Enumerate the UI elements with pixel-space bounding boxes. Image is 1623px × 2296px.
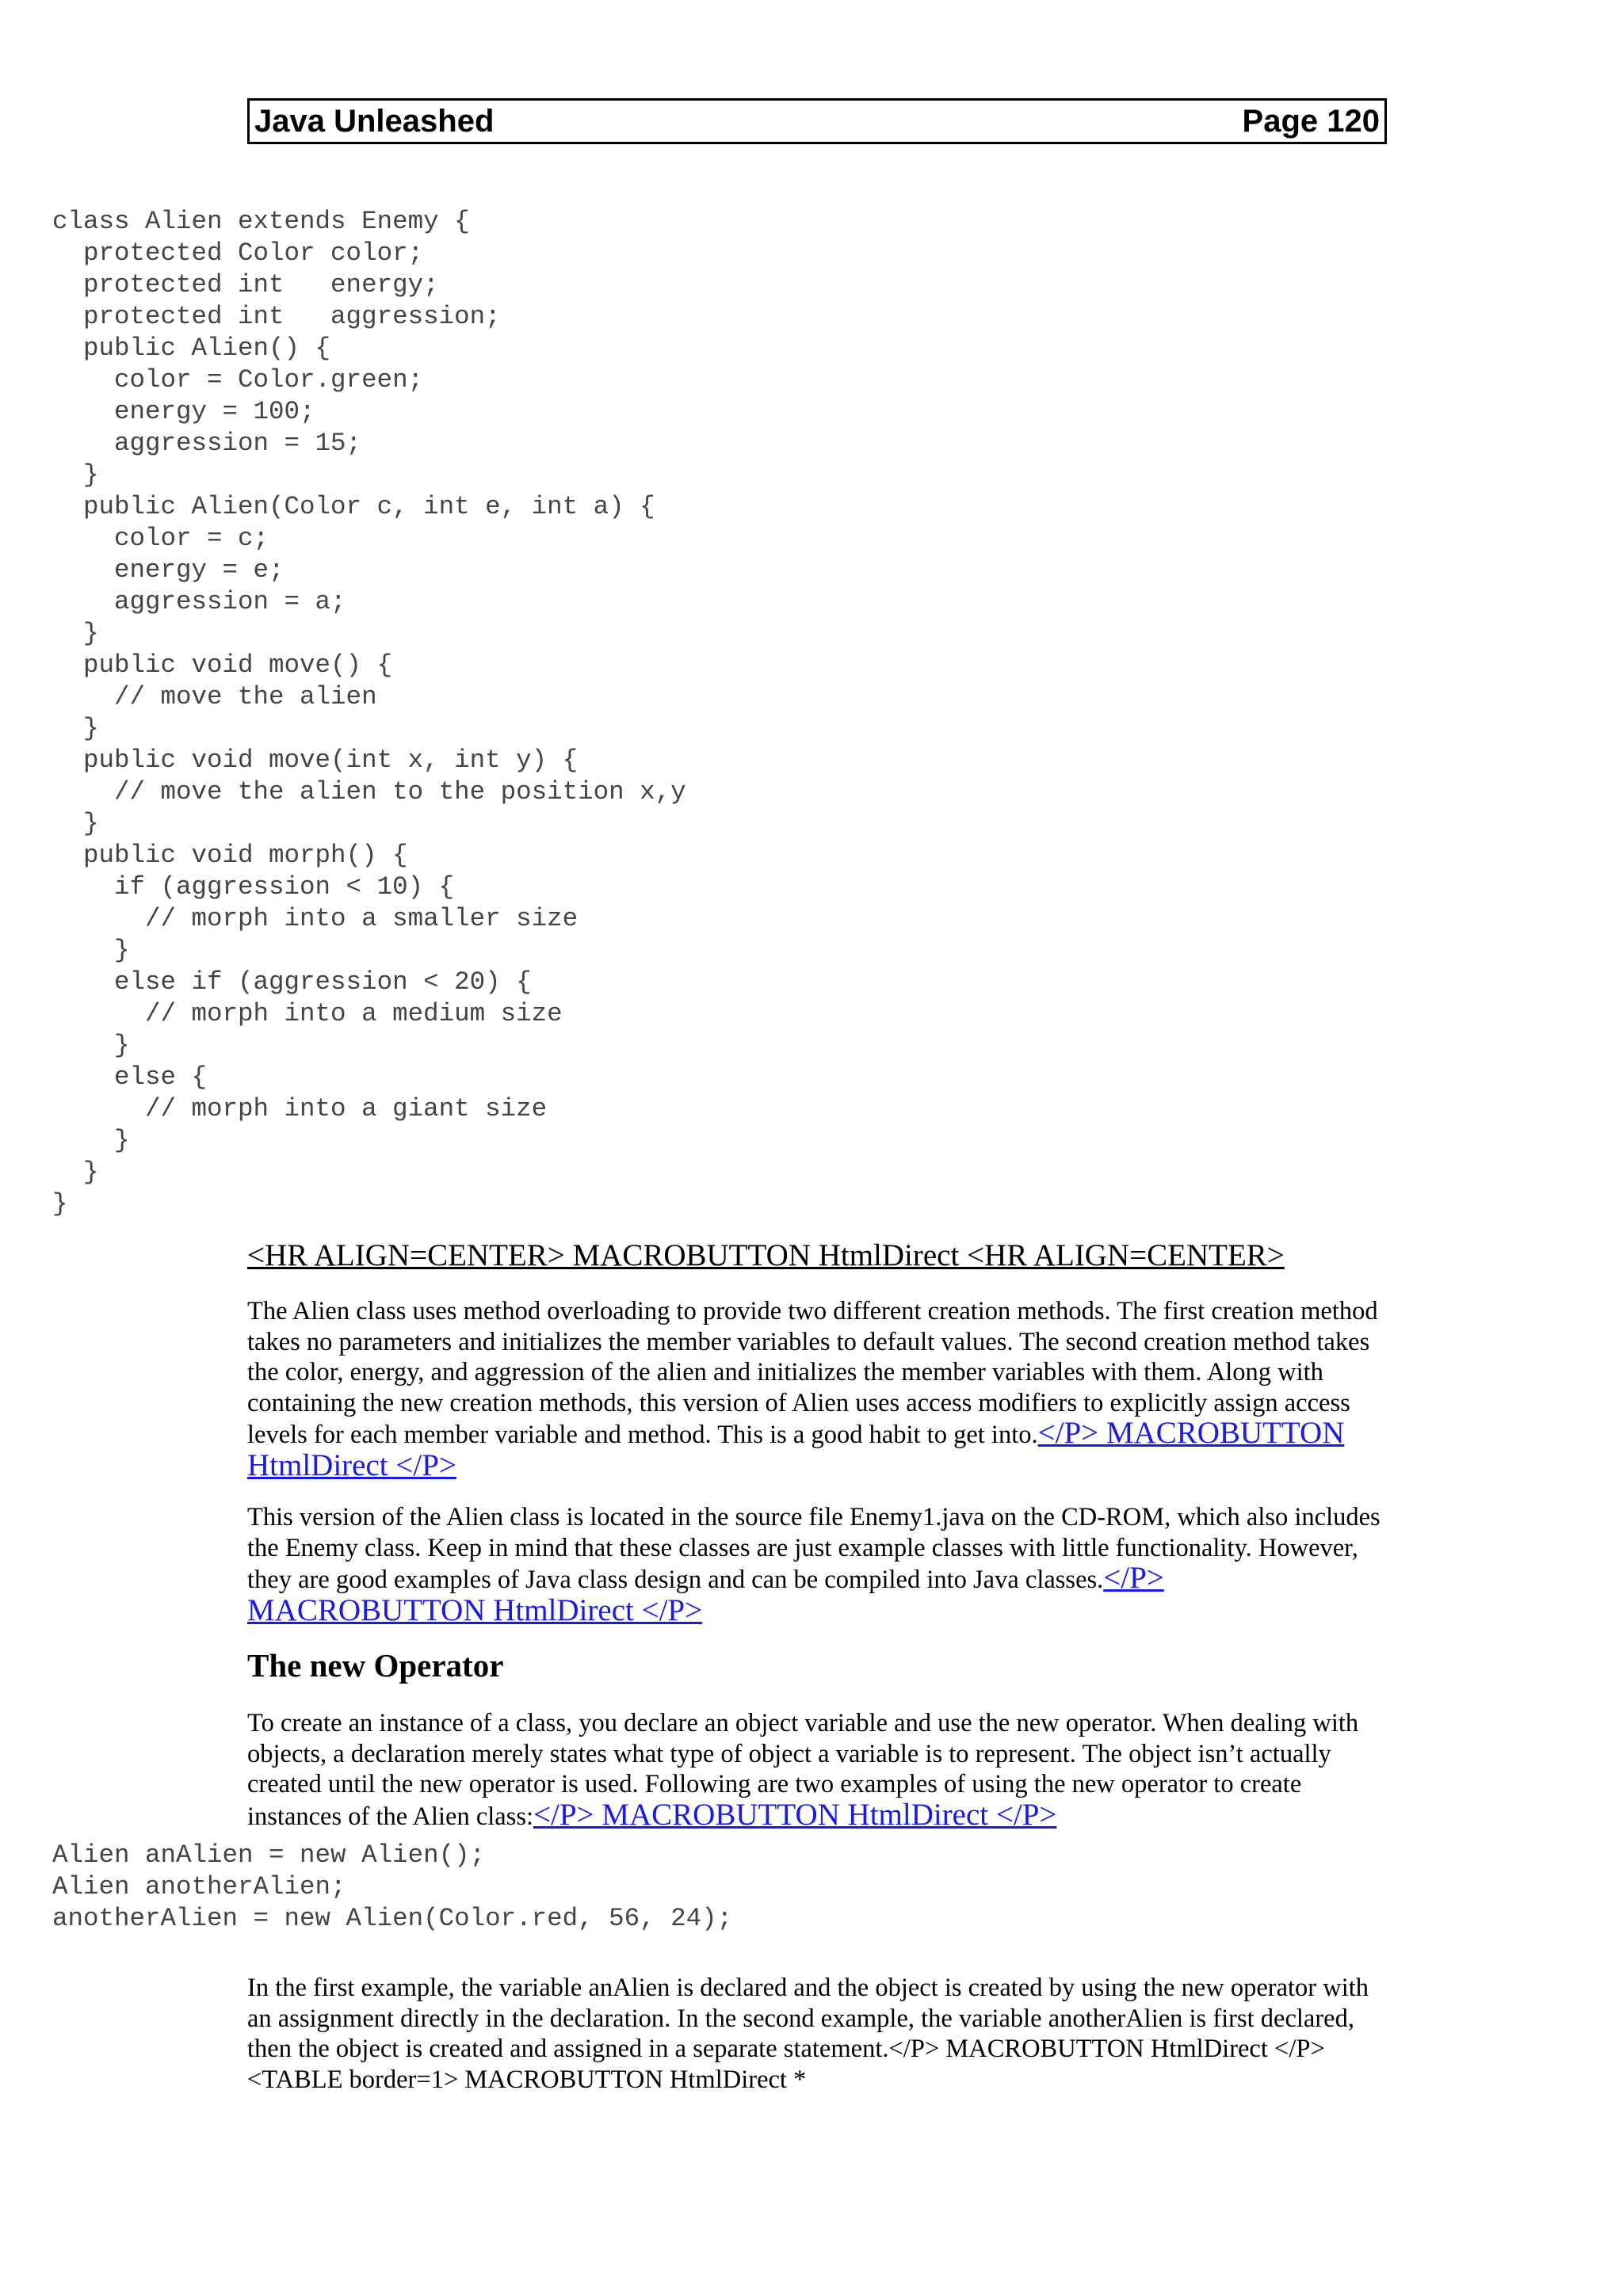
section-heading: The new Operator xyxy=(247,1647,504,1684)
page-header xyxy=(247,98,1387,144)
code-listing-instances: Alien anAlien = new Alien(); Alien anotherAlien; anotherAlien = new Alien(Color.red, 56, 24); xyxy=(52,1840,733,1933)
code-listing-alien-class: class Alien extends Enemy { protected Color color; protected int energy; protected int aggression; public Alien() { color = Color.green; energy = 100; aggression = 15; } public Alien(Color c, int e, int a) { color = c; energy = e; aggression = a; } public void move() { // move the alien } public void move(int x, int y) { // move the alien to the position x,y } public void morph() { if (aggression < 10) { // morph into a smaller size } else if (aggression < 20) { // morph into a medium size } else { // morph into a giant size } } } xyxy=(52,207,686,1219)
html-direct-link[interactable]: </P> MACROBUTTON HtmlDirect </P> xyxy=(533,1797,1057,1832)
page-number: Page 120 xyxy=(1242,103,1380,139)
paragraph-method-overloading xyxy=(247,1296,1396,1482)
paragraph-text: The Alien class uses method overloading to provide two different creation methods. The first creation method takes no parameters and initializes the member variables to default values. The second creation method takes the color, energy, and aggression of the alien and initializes the member variables with them. Along with containing the new creation methods, this version of Alien uses access modifiers to explicitly assign access levels for each member variable and method. This is a good habit to get into. xyxy=(247,1297,1378,1449)
book-title: Java Unleashed xyxy=(254,103,495,139)
html-direct-link[interactable]: </P> MACROBUTTON HtmlDirect </P> xyxy=(247,1561,1164,1627)
paragraph-new-operator xyxy=(247,1708,1396,1832)
paragraph-text: In the first example, the variable anAlien is declared and the object is created by using the new operator with an assignment directly in the declaration. In the second example, the variable anotherAlien is first declared, then the object is created and assigned in a separate statement.</P> MACROBUTTON HtmlDirect </P><TABLE border=1> MACROBUTTON HtmlDirect * xyxy=(247,1974,1369,2094)
paragraph-text: To create an instance of a class, you declare an object variable and use the new operator. When dealing with objects, a declaration merely states what type of object a variable is to represent. The object isn’t actually created until the new operator is used. Following are two examples of using the new operator to create instances of the Alien class: xyxy=(247,1709,1359,1831)
paragraph-examples-explained xyxy=(247,1973,1396,2095)
paragraph-source-file xyxy=(247,1502,1396,1627)
html-direct-hr-text: <HR ALIGN=CENTER> MACROBUTTON HtmlDirect <HR ALIGN=CENTER> xyxy=(247,1238,1285,1272)
paragraph-text: This version of the Alien class is located in the source file Enemy1.java on the CD-ROM, which also includes the Enemy class. Keep in mind that these classes are just example classes with little functionality. However, they are good examples of Java class design and can be compiled into Java classes. xyxy=(247,1503,1381,1594)
html-direct-link[interactable]: </P> MACROBUTTON HtmlDirect </P> xyxy=(247,1416,1345,1482)
